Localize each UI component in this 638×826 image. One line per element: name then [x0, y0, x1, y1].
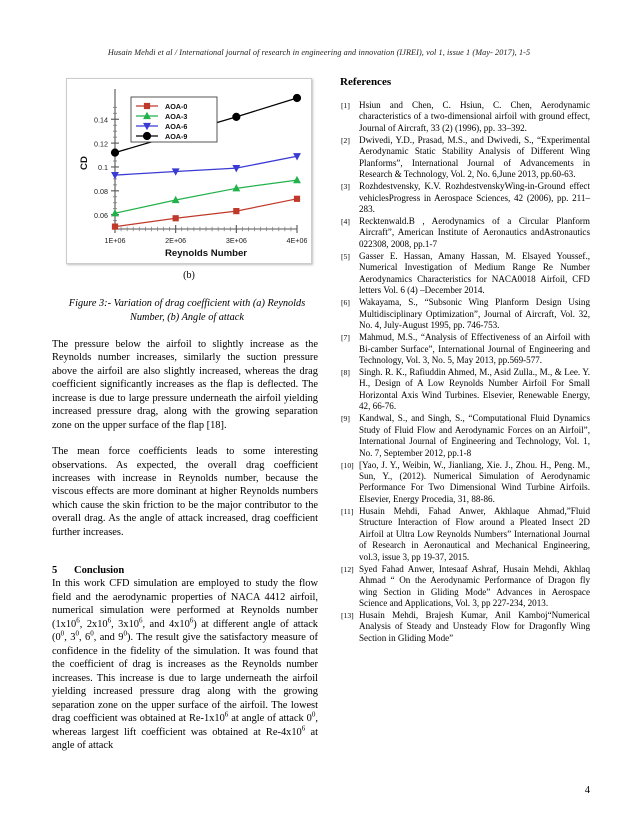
- sup-6-d: 6: [189, 616, 194, 625]
- reference-item: [340, 413, 590, 459]
- reference-item: [340, 297, 590, 331]
- reference-item: [340, 100, 590, 134]
- conclusion-part-3: , 3x10: [111, 618, 139, 630]
- conclusion-part-8: , and 9: [93, 632, 124, 644]
- reference-number: [9]: [341, 414, 350, 424]
- data-point-marker: [234, 209, 239, 214]
- sup-6-f: 6: [301, 724, 306, 733]
- sup-6-a: 6: [76, 616, 80, 625]
- figure-3b-chart-box: [66, 78, 312, 264]
- reference-number: [7]: [341, 333, 350, 343]
- sup-6-e: 6: [224, 710, 229, 719]
- conclusion-part-5: ) at different angle of attack (0: [52, 618, 318, 644]
- reference-text: Singh. R. K., Rafiuddin Ahmed, M., Asid Zulla., M., & Lee. Y. H., Design of A Low Reynolds Number Airfoil For Small Horizontal Axis Wind Turbines. Elsevier, Renewable Energy, 42, 66-76.: [359, 366, 590, 412]
- reference-number: [11]: [341, 507, 354, 517]
- reference-text: Wakayama, S., “Subsonic Wing Planform Design Using Multidisciplinary Optimization”, Journal of Aircraft, Vol. 32, No. 4, July-August 1995, pp. 746-753.: [359, 297, 590, 331]
- reference-number: [8]: [341, 368, 350, 378]
- series-line-aoa-0: [115, 199, 297, 227]
- reference-text: Gasser E. Hassan, Amany Hassan, M. Elsayed Youssef., Numerical Investigation of Medium Range Re Number Aerodynamics Characteristics for NACA0018 Airfoil, CFD letters Vol. 6 (4) –December 2014.: [359, 250, 590, 296]
- conclusion-number: 5: [52, 565, 58, 577]
- data-point-marker: [143, 132, 150, 139]
- sup-6-b: 6: [107, 616, 112, 625]
- reference-number: [13]: [341, 611, 354, 621]
- series-aoa-3: [112, 177, 300, 216]
- data-point-marker: [173, 216, 178, 221]
- reference-text: Recktenwald.B , Aerodynamics of a Circular Planform Aircraft”, American Institute of Aeronautics andAstronautics 022308, 2008, pp.1-7: [359, 216, 590, 249]
- series-aoa-6: [112, 154, 300, 179]
- y-axis-title: CD: [79, 156, 90, 170]
- x-tick-label: 1E+06: [104, 236, 126, 245]
- data-point-marker: [111, 149, 118, 156]
- sup-0-d: 0: [123, 629, 127, 638]
- y-tick-label: 0.08: [94, 187, 108, 197]
- legend-label-aoa-6: AOA-6: [165, 121, 188, 131]
- y-tick-label: 0.06: [94, 210, 108, 220]
- reference-item: [340, 460, 590, 506]
- x-axis-title: Reynolds Number: [164, 248, 248, 259]
- conclusion-part-4: , and 4x10: [142, 618, 190, 630]
- conclusion-part-12: at angle of attack: [52, 726, 318, 751]
- reference-number: [12]: [341, 564, 354, 574]
- reference-item: [340, 332, 590, 366]
- reference-item: [340, 135, 590, 181]
- data-point-marker: [233, 113, 240, 120]
- reference-item: [340, 367, 590, 413]
- reference-number: [1]: [341, 101, 350, 111]
- chart-legend: [131, 97, 217, 142]
- right-column: [340, 76, 590, 766]
- y-tick-label: 0.12: [94, 139, 108, 149]
- y-tick-label: 0.1: [98, 163, 108, 173]
- sup-6-c: 6: [138, 616, 143, 625]
- reference-text: Hsiun and Chen, C. Hsiun, C. Chen, Aerodynamic characteristics of a two-dimensional airfoil with ground effect, Journal of Aircraft, 33 (2) (1996), pp. 33–392.: [359, 100, 590, 133]
- data-point-marker: [112, 224, 117, 229]
- two-column-layout: [52, 76, 590, 766]
- sup-0-e: 0: [311, 710, 316, 719]
- reference-item: [340, 564, 590, 610]
- conclusion-heading-label: Conclusion: [74, 565, 125, 577]
- reference-text: Husain Mehdi, Brajesh Kumar, Anil Kamboj“Numerical Analysis of Steady and Unsteady Flow for Dragonfly Wing Section in Gliding Mode”: [359, 609, 590, 643]
- sup-0-b: 0: [75, 629, 79, 638]
- legend-label-aoa-3: AOA-3: [165, 111, 188, 121]
- reference-number: [5]: [341, 252, 350, 262]
- reference-number: [6]: [341, 298, 350, 308]
- conclusion-part-7: , 6: [78, 632, 91, 644]
- reference-item: [340, 181, 590, 215]
- conclusion-part-9: ). The result give the satisfactory measure of confidence in the fidelity of the simulation. It was found that the coefficient of drag is increases as the Reynolds number increases. This increase is due to large underneath the airfoil yielding increased pressure drag along with the growing separation zone on the upper surface of the airfoil. The lowest drag coefficient was obtained at Re-1x10: [52, 632, 319, 725]
- conclusion-heading: [52, 565, 318, 576]
- legend-label-aoa-9: AOA-9: [165, 131, 188, 141]
- figure-caption: Figure 3:- Variation of drag coefficient with (a) Reynolds Number, (b) Angle of attack: [68, 298, 306, 323]
- reference-item: [340, 216, 590, 250]
- running-head: Husain Mehdi et al / International journal of research in engineering and innovation (IJREI), vol 1, issue 1 (May- 2017), 1-5: [107, 48, 531, 57]
- reference-item: [340, 506, 590, 563]
- sup-0-c: 0: [90, 629, 94, 638]
- reference-number: [3]: [341, 182, 350, 192]
- conclusion-part-1: In this work CFD simulation are employed to study the flow field and the aerodynamic properties of NACA 4412 airfoil, numerical simulation were performed at Reynolds number (1x10: [52, 578, 318, 630]
- drag-coefficient-line-chart: [71, 83, 307, 261]
- reference-text: Kandwal, S., and Singh, S., “Computational Fluid Dynamics Study of Fluid Flow and Aerodynamic Forces on an Airfoil”, International Journal of Engineering and Technology, Vol. 1, No. 7, September 2012, pp.1-8: [359, 413, 590, 458]
- data-point-marker: [294, 196, 299, 201]
- chart-area: [71, 83, 307, 261]
- reference-item: [340, 610, 590, 644]
- reference-number: [10]: [341, 460, 354, 470]
- x-tick-label: 3E+06: [225, 236, 247, 245]
- y-tick-label: 0.14: [94, 115, 108, 125]
- reference-text: Husain Mehdi, Fahad Anwer, Akhlaque Ahmad,”Fluid Structure Interaction of Flow around a Pleated Insect 2D Airfoil at Ultra Low Reynolds Numbers” International Journal of Research in Aeronautical and Mechanical Engineering, vol.3, issue 3, pp 19-37, 2015.: [359, 505, 590, 562]
- reference-text: Rozhdestvensky, K.V. RozhdestvenskyWing-in-Ground effect vehiclesProgress in Aerospace Sciences, 42 (2006), pp. 211–283.: [359, 181, 590, 215]
- conclusion-paragraph: [52, 577, 318, 752]
- x-tick-label: 4E+06: [286, 236, 307, 245]
- reference-number: [2]: [341, 136, 350, 146]
- reference-text: [Yao, J. Y., Weibin, W., Jianliang, Xie. J., Zhou. H., Peng. M., Sun, Y., (2012). Numerical Simulation of Aerodynamic Performance For Two Dimensional Wind Turbine Airfoils. Elsevier, Energy Procedia, 31, 88-86.: [359, 459, 590, 504]
- reference-text: Syed Fahad Anwer, Intesaaf Ashraf, Husain Mehdi, Akhlaq Ahmad “ On the Aerodynamic Performance of Dragon fly wing Section in Gliding Mode” Advances in Aerospace Science and Applications, Vol. 3, pp 227-234, 2013.: [359, 563, 590, 608]
- conclusion-part-11: , whereas largest lift coefficient was obtained at Re-4x10: [52, 713, 318, 738]
- conclusion-part-6: , 3: [64, 632, 76, 644]
- series-line-aoa-3: [115, 180, 297, 213]
- left-column: [52, 76, 318, 766]
- reference-item: [340, 251, 590, 297]
- sup-0-a: 0: [60, 629, 65, 638]
- page-number: 4: [584, 785, 590, 796]
- data-point-marker: [293, 94, 300, 101]
- references-title: References: [340, 76, 392, 88]
- references-list: [340, 100, 590, 644]
- data-point-marker: [144, 103, 149, 108]
- reference-text: Dwivedi, Y.D., Prasad, M.S., and Dwivedi, S., “Experimental Aerodynamic Static Stability Analysis of Different Wing Planforms”, International Journal of Advancements in Research & Technology, Vol. 2, No. 6,June 2013, pp.60-63.: [359, 134, 590, 180]
- reference-number: [4]: [341, 217, 350, 227]
- conclusion-part-2: , 2x10: [79, 618, 108, 630]
- series-aoa-0: [112, 196, 299, 229]
- figure-sub-label: (b): [183, 270, 195, 281]
- series-line-aoa-6: [115, 156, 297, 175]
- body-paragraph-2: The mean force coefficients leads to some interesting observations. As expected, the overall drag coefficient increases with increase in Reynolds number, because the viscous effects are more dominant at higher Reynolds numbers which cause the skin friction to be the major contributor to the overall drag. As the angle of attack increased, drag coefficient further increases.: [52, 446, 318, 538]
- conclusion-part-10: at angle of attack 0: [228, 713, 312, 725]
- x-tick-label: 2E+06: [165, 236, 187, 245]
- body-paragraph-1: The pressure below the airfoil to slightly increase as the Reynolds number increases, similarly the suction pressure above the airfoil are also slightly increased, whereas the drag coefficient significantly increases as the flap is deflected. The increase is due to large pressure underneath the airfoil yielding increased pressure drag, along with the growing separation zone on the upper surface of the flap [18].: [52, 338, 318, 431]
- legend-label-aoa-0: AOA-0: [165, 101, 188, 111]
- reference-text: Mahmud, M.S., “Analysis of Effectiveness of an Airfoil with Bi-camber Surface”, International Journal of Engineering and Technology, Vol. 3, No. 5, May 2013, pp.569-577.: [359, 332, 590, 365]
